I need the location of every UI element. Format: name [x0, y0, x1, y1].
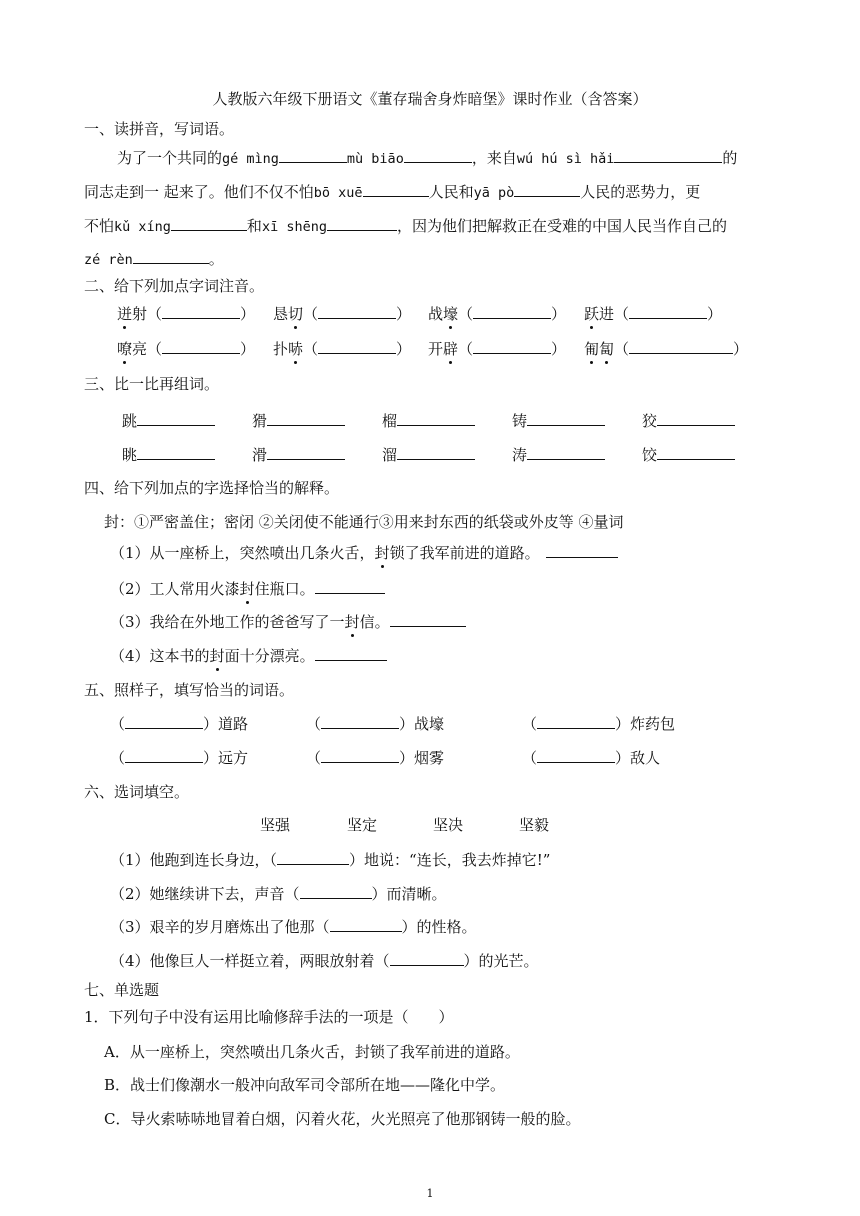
s2-item [273, 303, 411, 324]
dotted-char: 切 [288, 305, 304, 323]
answer-blank[interactable] [363, 181, 429, 197]
paren: （ [147, 340, 163, 358]
text: ）地说：“连长，我去炸掉它!” [349, 851, 551, 869]
text: ）远方 [203, 749, 249, 767]
text: ）而清晰。 [371, 885, 447, 903]
word-option: 坚强 [260, 816, 291, 834]
s4-question-3 [110, 611, 466, 632]
answer-blank[interactable] [657, 444, 735, 460]
answer-blank[interactable] [473, 338, 551, 354]
answer-blank[interactable] [300, 883, 372, 899]
text: 信。 [359, 613, 390, 631]
text: 和 [246, 217, 262, 235]
s2-item [584, 303, 722, 324]
char: 开 [428, 340, 444, 358]
text: ）敌人 [615, 749, 661, 767]
s4-question-4 [110, 645, 387, 666]
section-3-heading: 三、比一比再组词。 [84, 375, 220, 393]
paren: ） [707, 305, 723, 323]
pinyin: wú hú sì hǎi [516, 151, 615, 167]
s5-item [522, 747, 660, 768]
s5-item [522, 713, 675, 734]
dotted-char: 壕 [443, 305, 459, 323]
answer-blank[interactable] [614, 147, 722, 163]
text: 不怕 [84, 217, 115, 235]
paren: （ [306, 749, 322, 767]
section-6-heading: 六、选词填空。 [84, 783, 190, 801]
paren: ） [551, 340, 567, 358]
text: 。 [208, 250, 224, 268]
char: 战 [428, 305, 444, 323]
option-c[interactable]: C．导火索哧哧地冒着白烟，闪着火花，火光照亮了他那钢铸一般的脸。 [104, 1110, 581, 1128]
char: 狡 [642, 412, 658, 430]
s6-question-2 [110, 883, 447, 904]
section-5-heading: 五、照样子，填写恰当的词语。 [84, 681, 295, 699]
paren: （ [110, 715, 126, 733]
text: ）战壕 [399, 715, 445, 733]
pinyin: bō xuē [313, 185, 363, 201]
s2-item [273, 338, 411, 359]
answer-blank[interactable] [527, 410, 605, 426]
pinyin: yā pò [473, 185, 515, 201]
char: 滑 [252, 446, 268, 464]
text: ）的光芒。 [463, 952, 539, 970]
text: 住瓶口。 [254, 580, 315, 598]
text: ，因为他们把解救正在受难的中国人民当作自己的 [396, 217, 727, 235]
dotted-char: 辟 [443, 340, 459, 358]
s3-item [122, 444, 215, 465]
char: 扑 [273, 340, 289, 358]
option-b[interactable]: B．战士们像潮水一般冲向敌军司令部所在地——隆化中学。 [104, 1076, 506, 1094]
char: 眺 [122, 446, 138, 464]
answer-blank[interactable] [137, 444, 215, 460]
pinyin: xī shēng [261, 219, 327, 235]
text: （4）这本书的 [110, 647, 210, 665]
s2-item [428, 303, 566, 324]
s3-item [642, 444, 735, 465]
dotted-char: 匍 [584, 340, 600, 358]
char: 溜 [382, 446, 398, 464]
answer-blank[interactable] [137, 410, 215, 426]
s3-item [382, 444, 475, 465]
answer-blank[interactable] [315, 578, 385, 594]
answer-blank[interactable] [330, 916, 402, 932]
s6-question-3 [110, 916, 477, 937]
s1-line-3 [84, 215, 727, 237]
s6-question-4 [110, 950, 539, 971]
text: ）道路 [203, 715, 249, 733]
char: 涛 [512, 446, 528, 464]
answer-blank[interactable] [315, 645, 387, 661]
s3-item [642, 410, 735, 431]
pinyin: zé rèn [84, 252, 133, 268]
paren: ） [396, 340, 412, 358]
text: ）炸药包 [615, 715, 676, 733]
text: 为了一个共同的 [117, 149, 223, 167]
text: （3）艰辛的岁月磨炼出了他那（ [110, 918, 330, 936]
word-option: 坚毅 [519, 816, 550, 834]
text: （2）她继续讲下去，声音（ [110, 885, 300, 903]
section-7-heading: 七、单选题 [84, 981, 160, 999]
s3-item [512, 444, 605, 465]
char: 榴 [382, 412, 398, 430]
answer-blank[interactable] [390, 611, 466, 627]
section-1-heading: 一、读拼音，写词语。 [84, 120, 235, 138]
text: （4）他像巨人一样挺立着，两眼放射着（ [110, 952, 390, 970]
dotted-char: 封 [344, 613, 360, 631]
paren: ） [240, 305, 256, 323]
answer-blank[interactable] [125, 713, 203, 729]
answer-blank[interactable] [537, 713, 615, 729]
s5-item [306, 747, 444, 768]
char: 猾 [252, 412, 268, 430]
s1-line-1 [117, 147, 737, 169]
text: 面十分漂亮。 [224, 647, 315, 665]
s3-item [382, 410, 475, 431]
dotted-char: 封 [239, 580, 255, 598]
section-2-heading: 二、给下列加点字词注音。 [84, 277, 265, 295]
answer-blank[interactable] [397, 410, 475, 426]
pinyin: mù biāo [346, 151, 404, 167]
answer-blank[interactable] [279, 147, 347, 163]
s1-line-4 [84, 248, 224, 270]
dotted-char: 匐 [599, 340, 615, 358]
answer-blank[interactable] [327, 215, 397, 231]
section-4-heading: 四、给下列加点的字选择恰当的解释。 [84, 479, 340, 497]
s4-question-1 [110, 542, 618, 563]
s2-item [117, 303, 255, 324]
word-option: 坚决 [433, 816, 464, 834]
answer-blank[interactable] [527, 444, 605, 460]
paren: ） [396, 305, 412, 323]
char: 进 [599, 305, 615, 323]
pinyin: gé mìng [222, 151, 279, 167]
answer-blank[interactable] [397, 444, 475, 460]
text: （3）我给在外地工作的爸爸写了一 [110, 613, 345, 631]
answer-blank[interactable] [629, 303, 707, 319]
answer-blank[interactable] [267, 444, 345, 460]
paren: （ [458, 340, 474, 358]
answer-blank[interactable] [125, 747, 203, 763]
char: 铸 [512, 412, 528, 430]
s3-item [512, 410, 605, 431]
answer-blank[interactable] [514, 181, 580, 197]
paren: （ [614, 305, 630, 323]
dotted-char: 跃 [584, 305, 600, 323]
char: 饺 [642, 446, 658, 464]
dotted-char: 封 [374, 544, 390, 562]
dotted-char: 迸 [117, 305, 133, 323]
text: （2）工人常用火漆 [110, 580, 240, 598]
char: 跳 [122, 412, 138, 430]
paren: ） [551, 305, 567, 323]
text: ，来自 [471, 149, 517, 167]
s3-item [252, 444, 345, 465]
text: （1）从一座桥上，突然喷出几条火舌， [110, 544, 375, 562]
s6-question-1 [110, 849, 550, 870]
answer-blank[interactable] [629, 338, 733, 354]
s5-item [306, 713, 444, 734]
answer-blank[interactable] [390, 950, 464, 966]
answer-blank[interactable] [318, 338, 396, 354]
answer-blank[interactable] [657, 410, 735, 426]
text: 同志走到一 起来了。他们不仅不怕 [84, 183, 314, 201]
char: 亮 [132, 340, 148, 358]
s7-question: 1．下列句子中没有运用比喻修辞手法的一项是（ ） [84, 1008, 454, 1026]
paren: （ [306, 715, 322, 733]
answer-blank[interactable] [404, 147, 472, 163]
text: 的 [722, 149, 738, 167]
answer-blank[interactable] [321, 713, 399, 729]
text: 人民和 [428, 183, 474, 201]
s3-item [122, 410, 215, 431]
dotted-char: 嘹 [117, 340, 133, 358]
paren: （ [303, 340, 319, 358]
text: 锁了我军前进的道路。 [389, 544, 540, 562]
page-number: 1 [426, 1187, 434, 1200]
s3-item [252, 410, 345, 431]
s2-item [584, 338, 748, 359]
s4-question-2 [110, 578, 385, 599]
paren: （ [147, 305, 163, 323]
answer-blank[interactable] [133, 248, 209, 264]
paren: （ [522, 715, 538, 733]
answer-blank[interactable] [267, 410, 345, 426]
answer-blank[interactable] [321, 747, 399, 763]
answer-blank[interactable] [171, 215, 247, 231]
answer-blank[interactable] [162, 338, 240, 354]
paren: （ [110, 749, 126, 767]
text: 人民的恶势力，更 [580, 183, 701, 201]
paren: ） [733, 340, 749, 358]
s5-item [110, 747, 248, 768]
dotted-char: 哧 [288, 340, 304, 358]
paren: （ [614, 340, 630, 358]
text: ）烟雾 [399, 749, 445, 767]
answer-blank[interactable] [546, 542, 618, 558]
char: 恳 [273, 305, 289, 323]
paren: （ [458, 305, 474, 323]
word-option: 坚定 [347, 816, 378, 834]
answer-blank[interactable] [162, 303, 240, 319]
paren: （ [303, 305, 319, 323]
dotted-char: 封 [209, 647, 225, 665]
char: 射 [132, 305, 148, 323]
answer-blank[interactable] [318, 303, 396, 319]
text: （1）他跑到连长身边，（ [110, 851, 278, 869]
paren: （ [522, 749, 538, 767]
s4-definitions: 封：①严密盖住；密闭 ②关闭使不能通行③用来封东西的纸袋或外皮等 ④量词 [104, 513, 624, 531]
answer-blank[interactable] [277, 849, 349, 865]
answer-blank[interactable] [537, 747, 615, 763]
page-title: 人教版六年级下册语文《董存瑞舍身炸暗堡》课时作业（含答案） [212, 90, 648, 108]
paren: ） [240, 340, 256, 358]
option-a[interactable]: A．从一座桥上，突然喷出几条火舌，封锁了我军前进的道路。 [104, 1043, 520, 1061]
s1-line-2 [84, 181, 700, 203]
s2-item [117, 338, 255, 359]
answer-blank[interactable] [473, 303, 551, 319]
s2-item [428, 338, 566, 359]
pinyin: kǔ xíng [114, 219, 171, 235]
s5-item [110, 713, 248, 734]
text: ）的性格。 [401, 918, 477, 936]
